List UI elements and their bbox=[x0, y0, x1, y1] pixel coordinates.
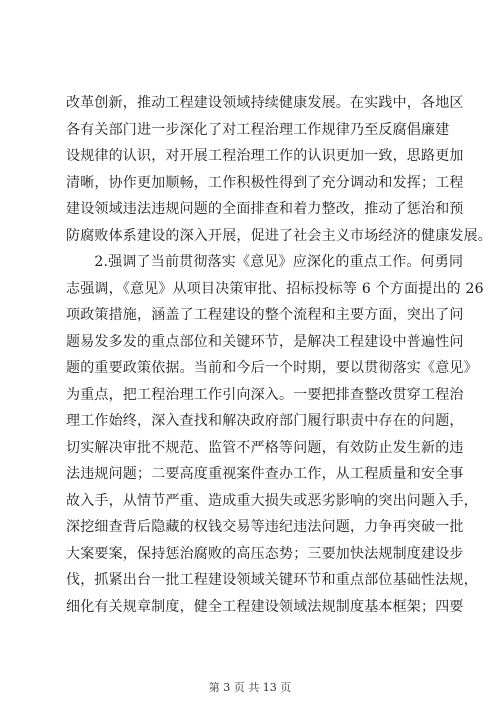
text-line: 改革创新，推动工程建设领域持续健康发展。在实践中，各地区 bbox=[66, 95, 464, 111]
text-line: 项政策措施，涵盖了工程建设的整个流程和主要方面，突出了问 bbox=[66, 307, 464, 323]
body-text bbox=[66, 90, 492, 620]
text-line: 设规律的认识，对开展工程治理工作的认识更加一致，思路更加 bbox=[66, 148, 464, 164]
text-line: 建设领域违法违规问题的全面排查和着力整改，推动了惩治和预 bbox=[66, 201, 464, 217]
text-line: 为重点，把工程治理工作引向深入。一要把排查整改贯穿工程治 bbox=[66, 386, 464, 403]
text-line: 题易发多发的重点部位和关键环节，是解决工程建设中普遍性问 bbox=[66, 333, 464, 350]
text-line: 各有关部门进一步深化了对工程治理工作规律乃至反腐倡廉建 bbox=[66, 121, 450, 138]
page-footer: 第 3 页 共 13 页 bbox=[208, 681, 292, 694]
text-line: 切实解决审批不规范、监管不严格等问题，有效防止发生新的违 bbox=[66, 439, 464, 456]
text-line: 伐，抓紧出台一批工程建设领域关键环节和重点部位基础性法规， bbox=[66, 572, 478, 588]
text-line: 细化有关规章制度，健全工程建设领域法规制度基本框架；四要 bbox=[66, 598, 464, 615]
text-line: 志强调，《意见》从项目决策审批、招标投标等 6 个方面提出的 26 bbox=[66, 280, 484, 297]
text-line: 2.强调了当前贯彻落实《意见》应深化的重点工作。何勇同 bbox=[66, 254, 464, 270]
text-line: 故入手，从情节严重、造成重大损失或恶劣影响的突出问题入手， bbox=[66, 492, 478, 509]
text-line: 大案要案，保持惩治腐败的高压态势；三要加快法规制度建设步 bbox=[66, 545, 464, 562]
text-line: 清晰，协作更加顺畅，工作积极性得到了充分调动和发挥；工程 bbox=[66, 174, 464, 191]
text-line: 题的重要政策依据。当前和今后一个时期，要以贯彻落实《意见》 bbox=[66, 360, 478, 376]
text-line: 理工作始终，深入查找和解决政府部门履行职责中存在的问题， bbox=[66, 413, 464, 429]
text-line: 防腐败体系建设的深入开展，促进了社会主义市场经济的健康发展。 bbox=[66, 227, 492, 244]
text-line: 深挖细查背后隐藏的权钱交易等违纪违法问题，力争再突破一批 bbox=[66, 519, 464, 535]
text-line: 法违规问题；二要高度重视案件查办工作，从工程质量和安全事 bbox=[66, 466, 464, 482]
